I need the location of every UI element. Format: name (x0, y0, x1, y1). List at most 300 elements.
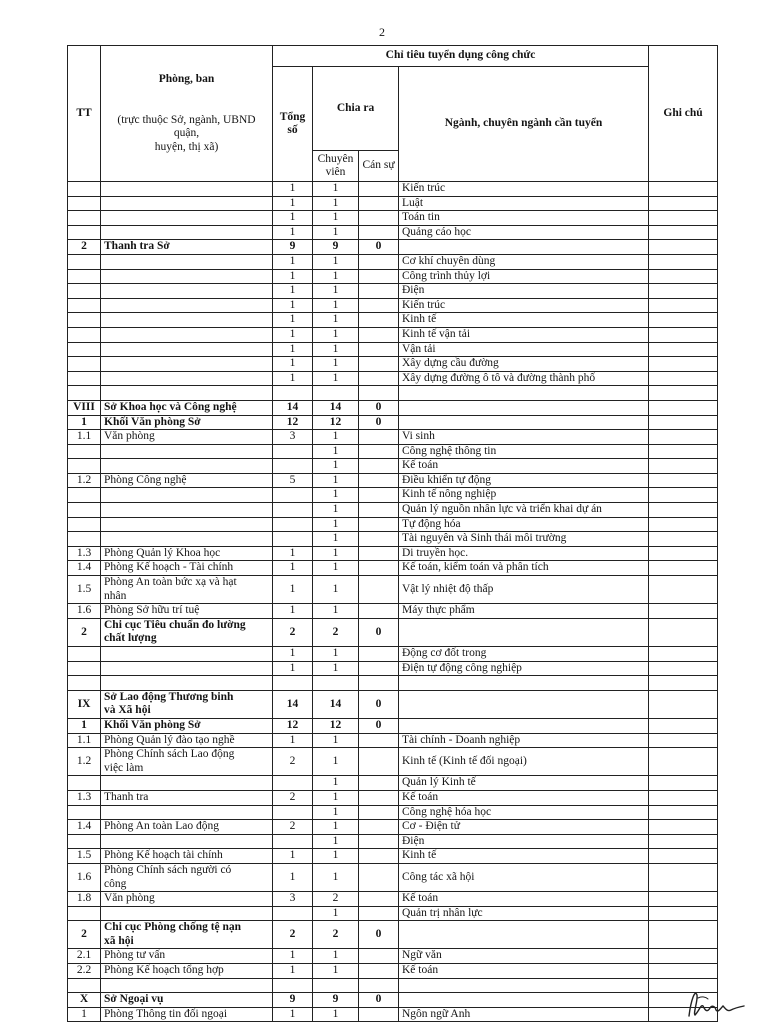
note-cell (649, 254, 718, 269)
row-number (68, 313, 101, 328)
specialist-count: 2 (313, 618, 359, 646)
page-number: 2 (379, 25, 385, 39)
staff-count (359, 733, 399, 748)
row-number: 1.6 (68, 604, 101, 619)
row-number: 1.6 (68, 863, 101, 891)
specialist-count: 1 (313, 576, 359, 604)
staff-count (359, 776, 399, 791)
note-cell (649, 473, 718, 488)
required-major: Kinh tế (399, 313, 649, 328)
total-count: 1 (273, 949, 313, 964)
staff-count (359, 1007, 399, 1022)
section-row (68, 240, 718, 255)
specialist-count: 1 (313, 863, 359, 891)
staff-count: 0 (359, 921, 399, 949)
department-name: Phòng Kế hoạch tài chính (101, 849, 273, 864)
row-number: X (68, 993, 101, 1008)
department-name: Văn phòng (101, 892, 273, 907)
specialist-count: 1 (313, 357, 359, 372)
note-cell (649, 892, 718, 907)
total-count: 1 (273, 576, 313, 604)
row-number: 1.3 (68, 546, 101, 561)
note-cell (649, 834, 718, 849)
table-row (68, 1007, 718, 1022)
table-row (68, 561, 718, 576)
required-major (399, 415, 649, 430)
row-number: 1.3 (68, 790, 101, 805)
specialist-count: 1 (313, 517, 359, 532)
note-cell (649, 342, 718, 357)
specialist-count: 1 (313, 661, 359, 676)
col-header-staff: Cán sự (359, 151, 399, 182)
department-name (101, 284, 273, 299)
total-count: 9 (273, 240, 313, 255)
specialist-count: 1 (313, 298, 359, 313)
staff-count (359, 211, 399, 226)
table-row (68, 849, 718, 864)
department-name: Phòng Chính sách người có công (101, 863, 273, 891)
row-number (68, 459, 101, 474)
section-row (68, 921, 718, 949)
required-major: Kế toán (399, 459, 649, 474)
row-number: 1 (68, 718, 101, 733)
staff-count: 0 (359, 415, 399, 430)
total-count: 1 (273, 182, 313, 197)
row-number (68, 776, 101, 791)
note-cell (649, 618, 718, 646)
row-number (68, 254, 101, 269)
total-count: 1 (273, 254, 313, 269)
row-number (68, 371, 101, 386)
note-cell (649, 690, 718, 718)
specialist-count: 1 (313, 604, 359, 619)
staff-count (359, 444, 399, 459)
staff-count (359, 820, 399, 835)
required-major: Công nghệ hóa học (399, 805, 649, 820)
col-header-total: Tổng số (273, 67, 313, 182)
staff-count (359, 459, 399, 474)
note-cell (649, 240, 718, 255)
col-header-note: Ghi chú (649, 46, 718, 182)
required-major: Kinh tế (Kinh tế đối ngoại) (399, 748, 649, 776)
required-major: Điện (399, 284, 649, 299)
department-name: Khối Văn phòng Sở (101, 415, 273, 430)
note-cell (649, 211, 718, 226)
total-count: 1 (273, 298, 313, 313)
required-major: Vận tải (399, 342, 649, 357)
table-row (68, 576, 718, 604)
note-cell (649, 225, 718, 240)
specialist-count: 1 (313, 430, 359, 445)
table-row (68, 834, 718, 849)
table-row (68, 357, 718, 372)
table-row (68, 805, 718, 820)
row-number (68, 327, 101, 342)
department-name: Phòng Kế hoạch - Tài chính (101, 561, 273, 576)
row-number (68, 906, 101, 921)
total-count: 1 (273, 313, 313, 328)
row-number (68, 182, 101, 197)
required-major: Động cơ đốt trong (399, 647, 649, 662)
blank-row (68, 386, 718, 401)
total-count: 5 (273, 473, 313, 488)
required-major: Xây dựng cầu đường (399, 357, 649, 372)
table-row (68, 790, 718, 805)
total-count: 1 (273, 733, 313, 748)
specialist-count (313, 978, 359, 993)
staff-count (359, 517, 399, 532)
row-number: 2.2 (68, 964, 101, 979)
section-row (68, 618, 718, 646)
row-number: 1.4 (68, 561, 101, 576)
required-major: Quản trị nhân lực (399, 906, 649, 921)
row-number: 1.2 (68, 473, 101, 488)
note-cell (649, 415, 718, 430)
required-major (399, 690, 649, 718)
department-name (101, 298, 273, 313)
table-row (68, 488, 718, 503)
row-number (68, 503, 101, 518)
col-header-split: Chia ra (313, 67, 399, 151)
total-count: 1 (273, 371, 313, 386)
note-cell (649, 561, 718, 576)
row-number (68, 488, 101, 503)
specialist-count: 1 (313, 269, 359, 284)
required-major: Kinh tế (399, 849, 649, 864)
specialist-count: 1 (313, 488, 359, 503)
required-major (399, 718, 649, 733)
required-major: Máy thực phẩm (399, 604, 649, 619)
note-cell (649, 949, 718, 964)
specialist-count: 1 (313, 776, 359, 791)
specialist-count: 1 (313, 849, 359, 864)
staff-count: 0 (359, 993, 399, 1008)
col-header-major: Ngành, chuyên ngành cần tuyển (399, 67, 649, 182)
row-number: VIII (68, 400, 101, 415)
staff-count (359, 863, 399, 891)
required-major: Kế toán, kiểm toán và phân tích (399, 561, 649, 576)
department-name (101, 805, 273, 820)
required-major: Luật (399, 196, 649, 211)
staff-count (359, 604, 399, 619)
section-row (68, 993, 718, 1008)
required-major: Quản lý nguồn nhân lực và triển khai dự án (399, 503, 649, 518)
staff-count (359, 298, 399, 313)
row-number (68, 661, 101, 676)
department-name (101, 225, 273, 240)
table-row (68, 604, 718, 619)
note-cell (649, 964, 718, 979)
total-count: 2 (273, 820, 313, 835)
total-count (273, 488, 313, 503)
specialist-count: 1 (313, 1007, 359, 1022)
department-name: Phòng Thông tin đối ngoại (101, 1007, 273, 1022)
required-major: Toán tin (399, 211, 649, 226)
department-name: Phòng Công nghệ (101, 473, 273, 488)
specialist-count: 1 (313, 284, 359, 299)
table-row (68, 964, 718, 979)
total-count: 12 (273, 718, 313, 733)
table-row (68, 949, 718, 964)
staff-count (359, 661, 399, 676)
specialist-count: 1 (313, 647, 359, 662)
row-number (68, 444, 101, 459)
row-number (68, 676, 101, 691)
row-number (68, 532, 101, 547)
department-name: Thanh tra (101, 790, 273, 805)
department-name: Phòng An toàn Lao động (101, 820, 273, 835)
staff-count (359, 430, 399, 445)
note-cell (649, 661, 718, 676)
department-name (101, 676, 273, 691)
table-row (68, 892, 718, 907)
required-major: Di truyền học. (399, 546, 649, 561)
department-name (101, 834, 273, 849)
department-name (101, 182, 273, 197)
specialist-count: 1 (313, 211, 359, 226)
department-name (101, 978, 273, 993)
specialist-count: 1 (313, 790, 359, 805)
staff-count (359, 964, 399, 979)
specialist-count: 12 (313, 415, 359, 430)
specialist-count: 1 (313, 196, 359, 211)
row-number (68, 196, 101, 211)
department-name (101, 313, 273, 328)
required-major: Cơ - Điện tử (399, 820, 649, 835)
col-header-tt: TT (68, 46, 101, 182)
table-row (68, 532, 718, 547)
total-count (273, 834, 313, 849)
required-major: Tự động hóa (399, 517, 649, 532)
note-cell (649, 400, 718, 415)
total-count: 1 (273, 284, 313, 299)
specialist-count: 1 (313, 834, 359, 849)
signature (684, 986, 748, 1022)
col-header-specialist: Chuyên viên (313, 151, 359, 182)
department-name: Phòng Quản lý đào tạo nghề (101, 733, 273, 748)
specialist-count: 1 (313, 342, 359, 357)
staff-count (359, 949, 399, 964)
required-major: Ngôn ngữ Anh (399, 1007, 649, 1022)
department-name (101, 444, 273, 459)
total-count: 12 (273, 415, 313, 430)
table-row (68, 254, 718, 269)
total-count (273, 676, 313, 691)
department-name: Phòng Chính sách Lao động việc làm (101, 748, 273, 776)
note-cell (649, 298, 718, 313)
staff-count (359, 327, 399, 342)
note-cell (649, 820, 718, 835)
total-count: 1 (273, 196, 313, 211)
staff-count: 0 (359, 618, 399, 646)
note-cell (649, 196, 718, 211)
total-count: 3 (273, 892, 313, 907)
table-row (68, 313, 718, 328)
required-major (399, 400, 649, 415)
table-row (68, 327, 718, 342)
department-name (101, 211, 273, 226)
table-row (68, 863, 718, 891)
staff-count (359, 269, 399, 284)
row-number: 1 (68, 1007, 101, 1022)
total-count (273, 386, 313, 401)
staff-count (359, 748, 399, 776)
table-row (68, 748, 718, 776)
total-count: 14 (273, 400, 313, 415)
staff-count (359, 342, 399, 357)
department-name (101, 503, 273, 518)
required-major: Kiến trúc (399, 298, 649, 313)
note-cell (649, 532, 718, 547)
note-cell (649, 718, 718, 733)
note-cell (649, 386, 718, 401)
total-count: 3 (273, 430, 313, 445)
total-count (273, 906, 313, 921)
section-row (68, 415, 718, 430)
required-major: Ngữ văn (399, 949, 649, 964)
department-name: Chi cục Tiêu chuẩn đo lường chất lượng (101, 618, 273, 646)
table-row (68, 342, 718, 357)
table-row (68, 371, 718, 386)
note-cell (649, 647, 718, 662)
required-major (399, 978, 649, 993)
note-cell (649, 604, 718, 619)
note-cell (649, 849, 718, 864)
total-count: 2 (273, 618, 313, 646)
total-count (273, 444, 313, 459)
row-number (68, 211, 101, 226)
row-number (68, 978, 101, 993)
specialist-count: 1 (313, 371, 359, 386)
row-number: 1.1 (68, 430, 101, 445)
table-row (68, 430, 718, 445)
note-cell (649, 313, 718, 328)
note-cell (649, 269, 718, 284)
required-major (399, 993, 649, 1008)
required-major: Điện tự động công nghiệp (399, 661, 649, 676)
total-count (273, 503, 313, 518)
department-name (101, 647, 273, 662)
total-count: 1 (273, 211, 313, 226)
total-count: 1 (273, 357, 313, 372)
department-name (101, 196, 273, 211)
table-row (68, 733, 718, 748)
note-cell (649, 284, 718, 299)
row-number: 2 (68, 618, 101, 646)
row-number: IX (68, 690, 101, 718)
specialist-count (313, 386, 359, 401)
note-cell (649, 676, 718, 691)
total-count (273, 776, 313, 791)
required-major (399, 618, 649, 646)
note-cell (649, 733, 718, 748)
total-count: 1 (273, 546, 313, 561)
row-number: 1.5 (68, 576, 101, 604)
specialist-count: 1 (313, 748, 359, 776)
department-name: Thanh tra Sở (101, 240, 273, 255)
table-row (68, 444, 718, 459)
staff-count: 0 (359, 690, 399, 718)
department-name (101, 386, 273, 401)
note-cell (649, 371, 718, 386)
note-cell (649, 459, 718, 474)
required-major: Vật lý nhiệt độ thấp (399, 576, 649, 604)
staff-count (359, 284, 399, 299)
specialist-count: 2 (313, 921, 359, 949)
table-row (68, 517, 718, 532)
recruitment-quota-table (67, 45, 718, 1022)
row-number: 2 (68, 921, 101, 949)
note-cell (649, 776, 718, 791)
department-header-subtitle: (trực thuộc Sở, ngành, UBND quận, huyện, thị xã) (117, 113, 256, 153)
table-body (68, 182, 718, 1022)
total-count: 14 (273, 690, 313, 718)
note-cell (649, 444, 718, 459)
total-count (273, 517, 313, 532)
required-major (399, 921, 649, 949)
department-name: Sở Lao động Thương binh và Xã hội (101, 690, 273, 718)
specialist-count: 1 (313, 546, 359, 561)
total-count: 1 (273, 863, 313, 891)
staff-count (359, 532, 399, 547)
required-major: Kinh tế nông nghiệp (399, 488, 649, 503)
section-row (68, 690, 718, 718)
department-name: Sở Ngoại vụ (101, 993, 273, 1008)
department-name: Văn phòng (101, 430, 273, 445)
staff-count (359, 488, 399, 503)
note-cell (649, 906, 718, 921)
staff-count (359, 196, 399, 211)
staff-count: 0 (359, 400, 399, 415)
department-name: Phòng Quản lý Khoa học (101, 546, 273, 561)
staff-count: 0 (359, 718, 399, 733)
specialist-count: 1 (313, 459, 359, 474)
total-count: 1 (273, 849, 313, 864)
note-cell (649, 327, 718, 342)
staff-count (359, 790, 399, 805)
required-major: Kế toán (399, 964, 649, 979)
required-major: Xây dựng đường ô tô và đường thành phố (399, 371, 649, 386)
row-number (68, 805, 101, 820)
specialist-count: 1 (313, 949, 359, 964)
row-number: 1 (68, 415, 101, 430)
required-major: Quảng cáo học (399, 225, 649, 240)
table-row (68, 820, 718, 835)
staff-count (359, 313, 399, 328)
department-name: Phòng An toàn bức xạ và hạt nhân (101, 576, 273, 604)
department-name (101, 342, 273, 357)
specialist-count: 1 (313, 473, 359, 488)
row-number (68, 357, 101, 372)
total-count: 1 (273, 342, 313, 357)
department-name (101, 776, 273, 791)
staff-count (359, 473, 399, 488)
note-cell (649, 790, 718, 805)
specialist-count: 1 (313, 906, 359, 921)
blank-row (68, 978, 718, 993)
specialist-count: 12 (313, 718, 359, 733)
total-count: 1 (273, 225, 313, 240)
department-name: Khối Văn phòng Sở (101, 718, 273, 733)
department-name (101, 906, 273, 921)
row-number: 1.1 (68, 733, 101, 748)
required-major: Kinh tế vận tải (399, 327, 649, 342)
staff-count (359, 978, 399, 993)
required-major: Kiến trúc (399, 182, 649, 197)
specialist-count: 1 (313, 964, 359, 979)
department-name: Phòng Kế hoạch tổng hợp (101, 964, 273, 979)
col-header-department (101, 46, 273, 182)
